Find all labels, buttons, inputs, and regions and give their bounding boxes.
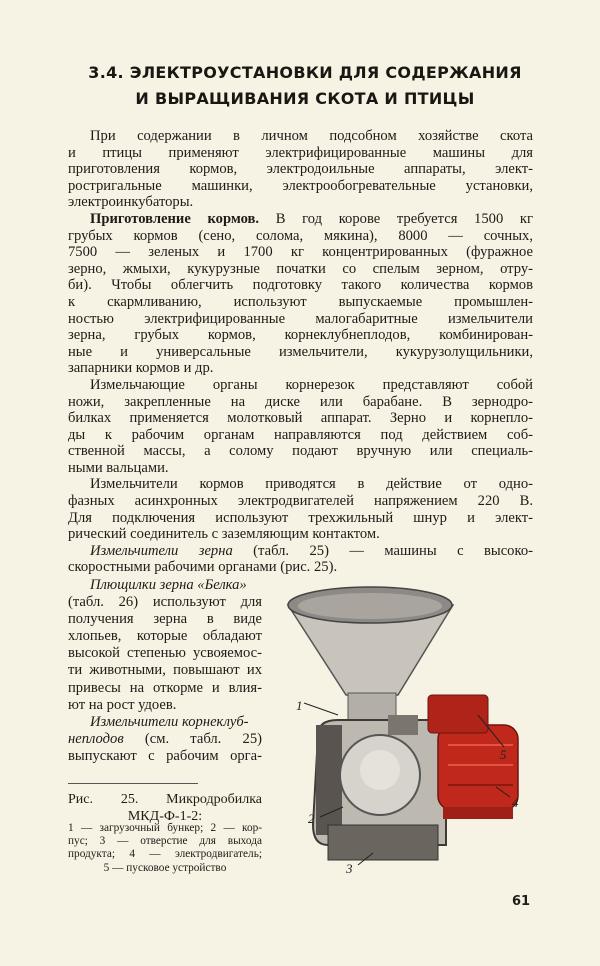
text-line xyxy=(68,697,262,714)
text-line xyxy=(68,311,533,328)
line-text: билках применяется молотковый аппарат. Зерно и корнепло- xyxy=(68,410,533,427)
text-line xyxy=(68,277,533,294)
main-text xyxy=(68,128,533,576)
text-line xyxy=(68,493,533,510)
text-line xyxy=(68,327,533,344)
text-line xyxy=(68,294,533,311)
line-text: 7500 — зеленых и 1700 кг концентрированных (фуражное xyxy=(68,244,533,261)
legend-line: продукта; 4 — электродвигатель; xyxy=(68,848,262,861)
text-line xyxy=(68,211,533,228)
paragraph-lead-line xyxy=(68,577,262,594)
line-text: При содержании в личном подсобном хозяйстве скота xyxy=(90,128,533,144)
line-text: ти животными, повышают их xyxy=(68,662,262,679)
text-line xyxy=(68,611,262,628)
section-heading xyxy=(60,60,550,112)
line-text: запарники кормов и др. xyxy=(68,360,214,377)
line-text: ножи, закрепленные на диске или барабане. В зернодро- xyxy=(68,393,533,410)
line-text: (см. табл. 25) xyxy=(123,730,262,747)
text-line xyxy=(68,228,533,245)
line-text: рический соединитель с заземляющим контактом. xyxy=(68,526,380,543)
caption-title: Рис. 25. Микродробилка xyxy=(68,792,262,807)
figure-caption xyxy=(68,792,262,825)
line-text: ственной массы, а солому подают вручную или специаль- xyxy=(68,443,533,460)
line-text: ные и универсальные измельчители, кукурузолущильники, xyxy=(68,343,533,360)
line-text: ными вальцами. xyxy=(68,459,169,476)
line-text: ды к рабочим органам направляются под действием соб- xyxy=(68,426,533,443)
text-line xyxy=(68,261,533,278)
caption-model: МКД-Ф-1-2: xyxy=(127,808,203,824)
text-line xyxy=(68,748,262,765)
text-line xyxy=(68,594,262,611)
text-line xyxy=(68,194,533,211)
line-text: скоростными рабочими органами (рис. 25). xyxy=(68,559,338,576)
text-line xyxy=(68,178,533,195)
line-text: фазных асинхронных электродвигателей напряжением 220 В. xyxy=(68,493,533,510)
line-text: получения зерна в виде xyxy=(68,611,262,628)
line-text: привесы на откорме и влия- xyxy=(68,679,262,696)
text-line xyxy=(68,427,533,444)
figure-label-4: 4 xyxy=(512,795,519,810)
line-text: ностью электрифицированные малогабаритные измельчители xyxy=(68,310,533,327)
line-text: Для подключения используют трехжильный шнур и элект- xyxy=(68,509,533,526)
text-line xyxy=(68,510,533,527)
legend-line: 1 — загрузочный бункер; 2 — кор- xyxy=(68,822,262,834)
figure-label-1: 1 xyxy=(296,698,303,713)
line-text: к скармливанию, используют выпускаемые промышлен- xyxy=(68,293,533,310)
line-text: (табл. 25) — машины с высоко- xyxy=(232,542,533,559)
text-line xyxy=(68,344,533,361)
line-text: ростригальные машинки, электрообогревательные установки, xyxy=(68,177,533,194)
narrow-column-text xyxy=(68,577,262,765)
text-line xyxy=(68,410,533,427)
legend-line: пус; 3 — отверстие для выхода xyxy=(68,835,262,848)
text-line xyxy=(68,145,533,162)
paragraph-lead-cont: неплодов xyxy=(68,730,124,747)
text-line xyxy=(68,394,533,411)
figure-legend xyxy=(68,822,262,875)
paragraph-lead: Приготовление кормов. xyxy=(90,210,260,227)
figure-label-2: 2 xyxy=(308,811,315,826)
paragraph-lead: Измельчители корнеклуб- xyxy=(90,713,249,730)
line-text: и птицы применяют электрифицированные машины для xyxy=(68,144,533,161)
text-line xyxy=(68,360,533,377)
line-text: выпускают с рабочим орга- xyxy=(68,747,262,764)
heading-line-1: 3.4. ЭЛЕКТРОУСТАНОВКИ ДЛЯ СОДЕРЖАНИЯ xyxy=(88,63,522,82)
text-line xyxy=(68,244,533,261)
legend-line: 5 — пусковое устройство xyxy=(103,861,227,874)
figure-label-5: 5 xyxy=(500,747,507,762)
text-line xyxy=(68,377,533,394)
text-line xyxy=(68,443,533,460)
paragraph-lead: Измельчители зерна xyxy=(90,542,233,559)
line-text: би). Чтобы облегчить подготовку такого количества кормов xyxy=(68,277,533,294)
paragraph-lead: Плющилки зерна «Белка» xyxy=(90,577,247,593)
text-line xyxy=(68,662,262,679)
text-line xyxy=(68,731,262,748)
text-line xyxy=(68,460,533,477)
line-text: зерно, жмыхи, кукурузные початки со спелым зерном, отру- xyxy=(68,260,533,277)
line-text: (табл. 26) используют для xyxy=(68,594,262,611)
figure-label-3: 3 xyxy=(346,861,353,876)
text-line xyxy=(68,645,262,662)
line-text: В год корове требуется 1500 кг xyxy=(259,210,533,227)
line-text: Измельчители кормов приводятся в действие от одно- xyxy=(90,476,533,493)
text-line xyxy=(68,628,262,645)
line-text: приготовления кормов, электродоильные аппараты, элект- xyxy=(68,161,533,178)
text-line xyxy=(68,543,533,560)
line-text: хлопьев, которые обладают xyxy=(68,628,262,645)
text-line xyxy=(68,128,533,145)
line-text: ют на рост удоев. xyxy=(68,696,177,713)
caption-divider xyxy=(68,783,198,784)
line-text: грубых кормов (сено, солома, мякина), 8000 — сочных, xyxy=(68,227,533,244)
line-text: зерна, грубых кормов, корнеклубнеплодов, комбинирован- xyxy=(68,327,533,344)
line-text: высокой степенью усвояемос- xyxy=(68,645,262,662)
text-line xyxy=(68,559,533,576)
line-text: электроинкубаторы. xyxy=(68,194,194,211)
figure-microcrusher xyxy=(268,575,528,880)
text-line xyxy=(68,526,533,543)
page-number: 61 xyxy=(512,894,531,909)
text-line xyxy=(68,476,533,493)
text-line xyxy=(68,161,533,178)
paragraph-lead-line xyxy=(68,714,262,731)
line-text: Измельчающие органы корнерезок представляют собой xyxy=(90,376,533,393)
text-line xyxy=(68,680,262,697)
heading-line-2: И ВЫРАЩИВАНИЯ СКОТА И ПТИЦЫ xyxy=(135,89,475,108)
